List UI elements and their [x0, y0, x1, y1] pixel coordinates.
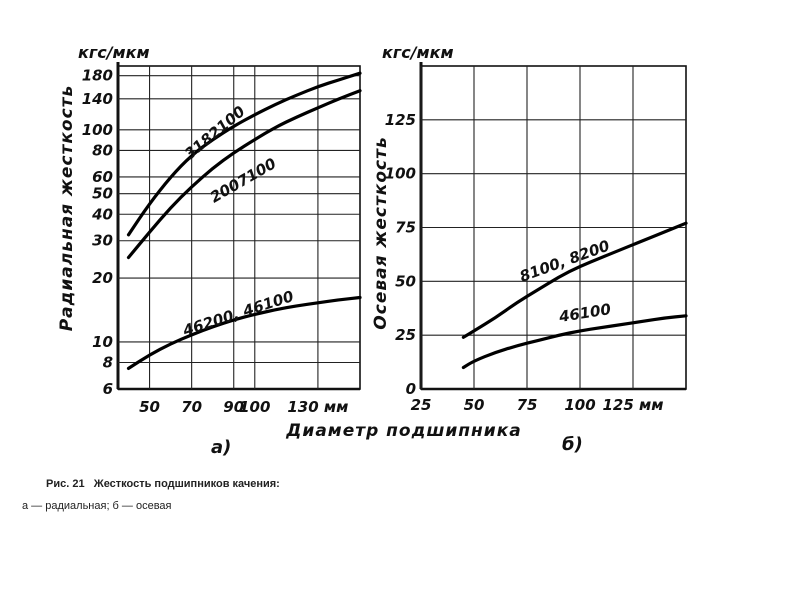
y-axis-title-b: Осевая жесткость: [371, 136, 391, 330]
y-tick-label: 140: [81, 89, 113, 108]
chart-panel-a: [57, 43, 360, 458]
x-tick-label: 130 мм: [287, 398, 349, 416]
y-tick-label: 25: [395, 326, 416, 345]
shared-x-axis-title: Диаметр подшипника: [286, 421, 522, 441]
x-tick-label: 25: [410, 396, 432, 414]
y-tick-label: 50: [395, 272, 416, 291]
x-tick-label: 100: [564, 396, 596, 414]
curve-label-46200-46100: 46200, 46100: [180, 287, 296, 340]
y-tick-label: 100: [81, 120, 113, 139]
y-tick-label: 20: [92, 269, 113, 288]
caption-number: Рис. 21: [46, 478, 85, 490]
y-tick-label: 60: [92, 167, 113, 186]
y-tick-label: 8: [102, 353, 113, 372]
curve-label-2007100: 2007100: [207, 154, 280, 207]
unit-label-a: кгс/мкм: [78, 43, 150, 62]
panel-label-b: б): [562, 434, 583, 455]
y-tick-label: 10: [92, 332, 113, 351]
y-tick-label: 75: [395, 218, 416, 237]
figure-caption-legend: [22, 500, 172, 512]
series-b: [463, 223, 686, 367]
panel-label-a: а): [211, 437, 232, 458]
chart-panel-b: [371, 43, 686, 455]
y-tick-label: 6: [102, 380, 113, 398]
caption-legend: а — радиальная; б — осевая: [22, 500, 172, 512]
y-tick-label: 80: [92, 141, 113, 160]
grid-b: [421, 62, 686, 389]
caption-title: Жесткость подшипников качения:: [93, 478, 280, 490]
unit-label-b: кгс/мкм: [382, 43, 454, 62]
x-ticks-b: [411, 396, 664, 414]
y-tick-label: 50: [92, 184, 113, 203]
x-tick-label: 50: [463, 396, 485, 414]
x-tick-label: 75: [516, 396, 538, 414]
x-tick-label: 50: [139, 398, 161, 416]
x-tick-label: 100: [239, 398, 271, 416]
curve-label-46100: 46100: [557, 300, 613, 326]
series-line-3182100: [129, 73, 361, 235]
y-tick-label: 100: [384, 164, 416, 183]
x-ticks-a: [139, 398, 348, 416]
curve-label-8100-8200: 8100, 8200: [517, 236, 613, 286]
x-tick-label: 70: [181, 398, 203, 416]
y-tick-label: 0: [405, 380, 416, 398]
curve-label-3182100: 3182100: [181, 102, 249, 164]
figure-caption: [46, 478, 280, 490]
y-tick-label: 180: [81, 66, 113, 85]
y-tick-label: 40: [92, 205, 113, 224]
y-tick-label: 125: [384, 110, 416, 129]
y-ticks-a: [82, 67, 113, 398]
x-tick-label: 125 мм: [602, 396, 664, 414]
y-axis-title-a: Радиальная жесткость: [57, 84, 77, 332]
y-tick-label: 30: [92, 231, 113, 250]
x-tick-label: 90: [223, 398, 245, 416]
